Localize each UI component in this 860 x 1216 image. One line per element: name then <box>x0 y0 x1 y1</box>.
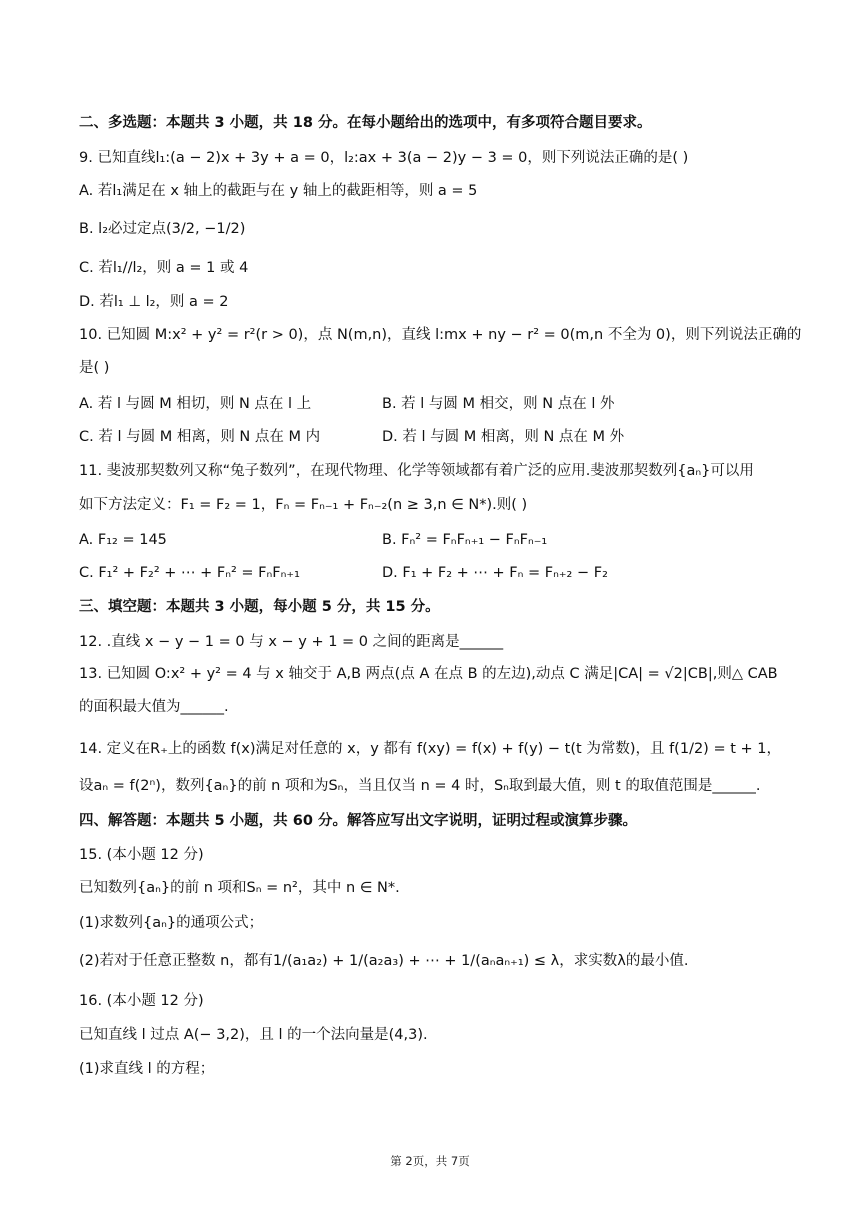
question-16-title: 16. (本小题 12 分) <box>79 993 204 1009</box>
section-header-solution: 四、解答题：本题共 5 小题，共 60 分。解答应写出文字说明，证明过程或演算步骤。 <box>79 813 637 829</box>
question-14-line2: 设aₙ = f(2ⁿ)，数列{aₙ}的前 n 项和为Sₙ，当且仅当 n = 4 时，Sₙ取到最大值，则 t 的取值范围是______. <box>79 778 761 794</box>
question-10-option-c: C. 若 l 与圆 M 相离，则 N 点在 M 内 <box>79 429 321 445</box>
question-9-stem: 9. 已知直线l₁:(a − 2)x + 3y + a = 0，l₂:ax + 3(a − 2)y − 3 = 0，则下列说法正确的是( ) <box>79 150 689 166</box>
question-11-option-a: A. F₁₂ = 145 <box>79 532 167 548</box>
question-9-option-b: B. l₂必过定点(3/2, −1/2) <box>79 221 246 237</box>
question-10-stem-line1: 10. 已知圆 M:x² + y² = r²(r > 0)，点 N(m,n)，直线 l:mx + ny − r² = 0(m,n 不全为 0)，则下列说法正确的 <box>79 327 802 343</box>
question-9-option-d: D. 若l₁ ⊥ l₂，则 a = 2 <box>79 294 229 310</box>
section-header-fill-blank: 三、填空题：本题共 3 小题，每小题 5 分，共 15 分。 <box>79 599 440 615</box>
question-13-line2: 的面积最大值为______. <box>79 699 229 715</box>
question-9-option-a: A. 若l₁满足在 x 轴上的截距与在 y 轴上的截距相等，则 a = 5 <box>79 183 478 199</box>
question-10-stem-line2: 是( ) <box>79 360 110 376</box>
question-15-part1: (1)求数列{aₙ}的通项公式； <box>79 915 264 931</box>
question-11-option-d: D. F₁ + F₂ + ⋯ + Fₙ = Fₙ₊₂ − F₂ <box>382 565 608 581</box>
question-11-stem-line1: 11. 斐波那契数列又称“兔子数列”，在现代物理、化学等领域都有着广泛的应用.斐波那契数列{aₙ}可以用 <box>79 463 754 479</box>
question-15-title: 15. (本小题 12 分) <box>79 847 204 863</box>
question-11-stem-line2: 如下方法定义：F₁ = F₂ = 1，Fₙ = Fₙ₋₁ + Fₙ₋₂(n ≥ 3,n ∈ N*).则( ) <box>79 497 528 513</box>
question-16-part1: (1)求直线 l 的方程； <box>79 1061 215 1077</box>
question-16-given: 已知直线 l 过点 A(− 3,2)，且 l 的一个法向量是(4,3). <box>79 1027 428 1043</box>
page-footer: 第 2页，共 7页 <box>390 1154 470 1168</box>
question-12: 12. .直线 x − y − 1 = 0 与 x − y + 1 = 0 之间的距离是______ <box>79 634 504 650</box>
question-9-option-c: C. 若l₁//l₂，则 a = 1 或 4 <box>79 260 249 276</box>
question-11-option-c: C. F₁² + F₂² + ⋯ + Fₙ² = FₙFₙ₊₁ <box>79 565 300 581</box>
question-15-given: 已知数列{aₙ}的前 n 项和Sₙ = n²，其中 n ∈ N*. <box>79 880 400 896</box>
question-11-option-b: B. Fₙ² = FₙFₙ₊₁ − FₙFₙ₋₁ <box>382 532 548 548</box>
question-10-option-a: A. 若 l 与圆 M 相切，则 N 点在 l 上 <box>79 396 312 412</box>
question-10-option-d: D. 若 l 与圆 M 相离，则 N 点在 M 外 <box>382 429 625 445</box>
question-10-option-b: B. 若 l 与圆 M 相交，则 N 点在 l 外 <box>382 396 615 412</box>
question-14-line1: 14. 定义在R₊上的函数 f(x)满足对任意的 x，y 都有 f(xy) = f(x) + f(y) − t(t 为常数)，且 f(1/2) = t + 1， <box>79 741 781 757</box>
question-15-part2: (2)若对于任意正整数 n，都有1/(a₁a₂) + 1/(a₂a₃) + ⋯ + 1/(aₙaₙ₊₁) ≤ λ，求实数λ的最小值. <box>79 953 689 969</box>
section-header-multi-choice: 二、多选题：本题共 3 小题，共 18 分。在每小题给出的选项中，有多项符合题目要求。 <box>79 115 652 131</box>
question-13-line1: 13. 已知圆 O:x² + y² = 4 与 x 轴交于 A,B 两点(点 A 在点 B 的左边),动点 C 满足|CA| = √2|CB|,则△ CAB <box>79 666 778 682</box>
